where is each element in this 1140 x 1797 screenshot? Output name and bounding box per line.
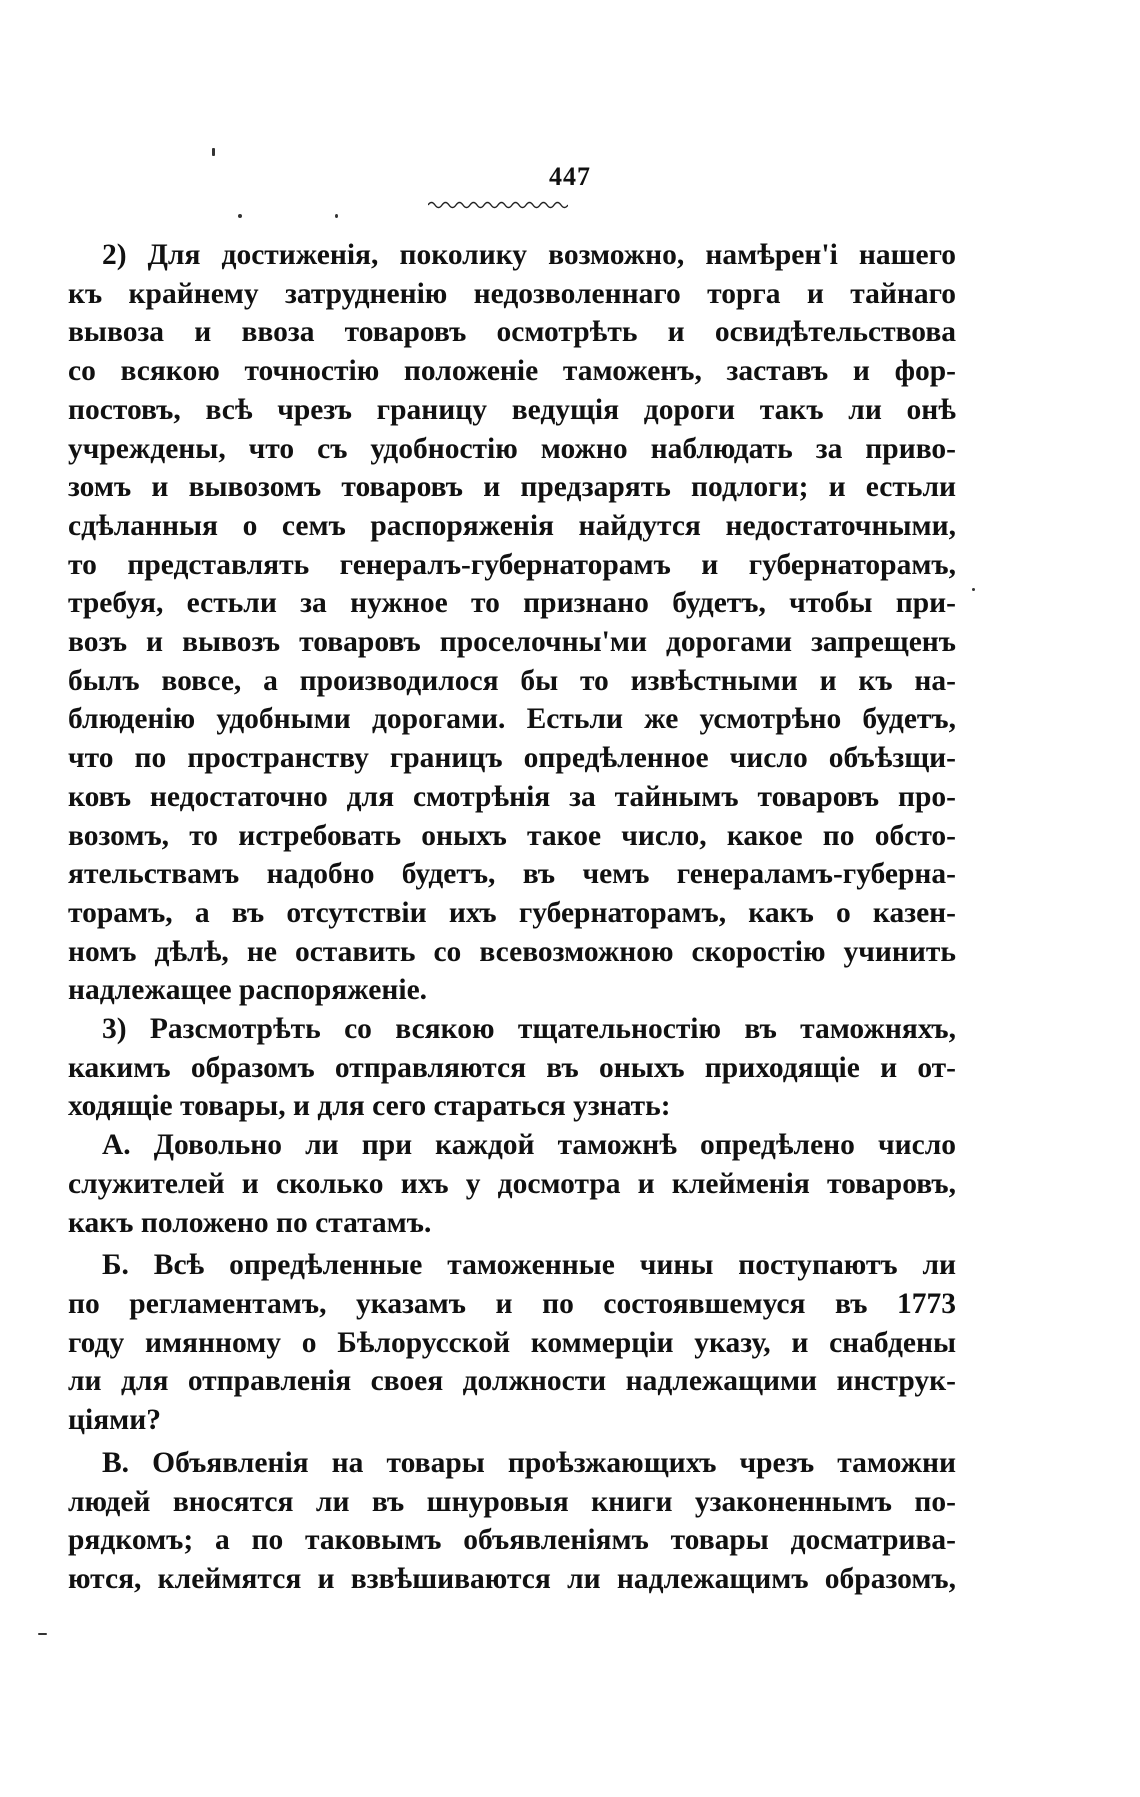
text-line: ходящіе товары, и для сего стараться узнать:	[68, 1090, 671, 1123]
text-line: торамъ, а въ отсутствіи ихъ губернаторамъ, какъ о казен-	[68, 896, 956, 929]
paragraph-3	[68, 1010, 956, 1126]
text-line: по регламентамъ, указамъ и по состоявшемуся въ 1773	[68, 1287, 956, 1320]
text-line: надлежащее распоряженіе.	[68, 974, 428, 1007]
text-line: вывоза и ввоза товаровъ осмотрѣть и освидѣтельствова	[68, 316, 956, 349]
scan-speck	[212, 148, 215, 156]
scan-speck	[972, 588, 975, 591]
page-number: 447	[549, 162, 591, 191]
text-line: служителей и сколько ихъ у досмотра и клейменія товаровъ,	[68, 1167, 956, 1200]
text-line: возомъ, то истребовать оныхъ такое число, какое по обсто-	[68, 819, 956, 852]
text-line: ковъ недостаточно для смотрѣнія за тайнымъ товаровъ про-	[68, 780, 956, 813]
text-line: ются, клеймятся и взвѣшиваются ли надлежащимъ образомъ,	[68, 1562, 956, 1595]
text-line: ціями?	[68, 1404, 161, 1437]
text-line: 3) Разсмотрѣть со всякою тщательностію въ таможняхъ,	[102, 1013, 956, 1046]
text-line: номъ дѣлѣ, не оставить со всевозможною скоростію учинить	[68, 935, 956, 968]
paragraph-b	[68, 1246, 956, 1440]
text-line: былъ вовсе, а производилося бы то извѣстными и къ на-	[68, 664, 956, 697]
text-line: требуя, естьли за нужное то признано будетъ, чтобы при-	[68, 587, 956, 620]
paragraph-a	[68, 1126, 956, 1242]
text-line: зомъ и вывозомъ товаровъ и предзарять подлоги; и естьли	[68, 471, 956, 504]
text-line: людей вносятся ли въ шнуровыя книги узаконеннымъ по-	[68, 1485, 956, 1518]
scan-speck	[238, 214, 242, 218]
text-line: А. Довольно ли при каждой таможнѣ опредѣлено число	[102, 1129, 956, 1162]
text-line: году имянному о Бѣлорусской коммерціи указу, и снабдены	[68, 1326, 956, 1359]
text-line: что по пространству границъ опредѣленное число объѣзщи-	[68, 742, 956, 775]
paragraph-2	[68, 236, 956, 1010]
text-line: ятельствамъ надобно будетъ, въ чемъ генераламъ-губерна-	[68, 858, 956, 891]
body-text	[68, 236, 956, 1599]
text-line: то представлять генералъ-губернаторамъ и губернаторамъ,	[68, 548, 956, 581]
text-line: какъ положено по статамъ.	[68, 1206, 432, 1239]
text-line: сдѣланныя о семъ распоряженія найдутся недостаточными,	[68, 509, 956, 542]
text-line: ли для отправленія своея должности надлежащими инструк-	[68, 1365, 956, 1398]
text-line: В. Объявленія на товары проѣзжающихъ чрезъ таможни	[102, 1446, 956, 1479]
text-line: блюденію удобными дорогами. Естьли же усмотрѣно будетъ,	[68, 703, 956, 736]
paragraph-v	[68, 1444, 956, 1599]
text-line: къ крайнему затрудненію недозволеннаго торга и тайнаго	[68, 277, 956, 310]
text-line: постовъ, всѣ чрезъ границу ведущія дороги такъ ли онѣ	[68, 393, 956, 426]
text-line: какимъ образомъ отправляются въ оныхъ приходящіе и от-	[68, 1051, 956, 1084]
text-line: 2) Для достиженія, поколику возможно, намѣрен'і нашего	[102, 239, 956, 271]
text-line: Б. Всѣ опредѣленные таможенные чины поступаютъ ли	[102, 1249, 956, 1282]
wavy-rule-ornament	[428, 198, 568, 212]
text-line: рядкомъ; а по таковымъ объявленіямъ товары досматрива-	[68, 1524, 956, 1557]
scan-speck	[335, 214, 338, 218]
text-line: возъ и вывозъ товаровъ проселочны'ми дорогами запрещенъ	[68, 626, 956, 659]
scan-speck	[38, 1633, 47, 1635]
text-line: учреждены, что съ удобностію можно наблюдать за приво-	[68, 432, 956, 465]
text-line: со всякою точностію положеніе таможенъ, заставъ и фор-	[68, 355, 956, 388]
